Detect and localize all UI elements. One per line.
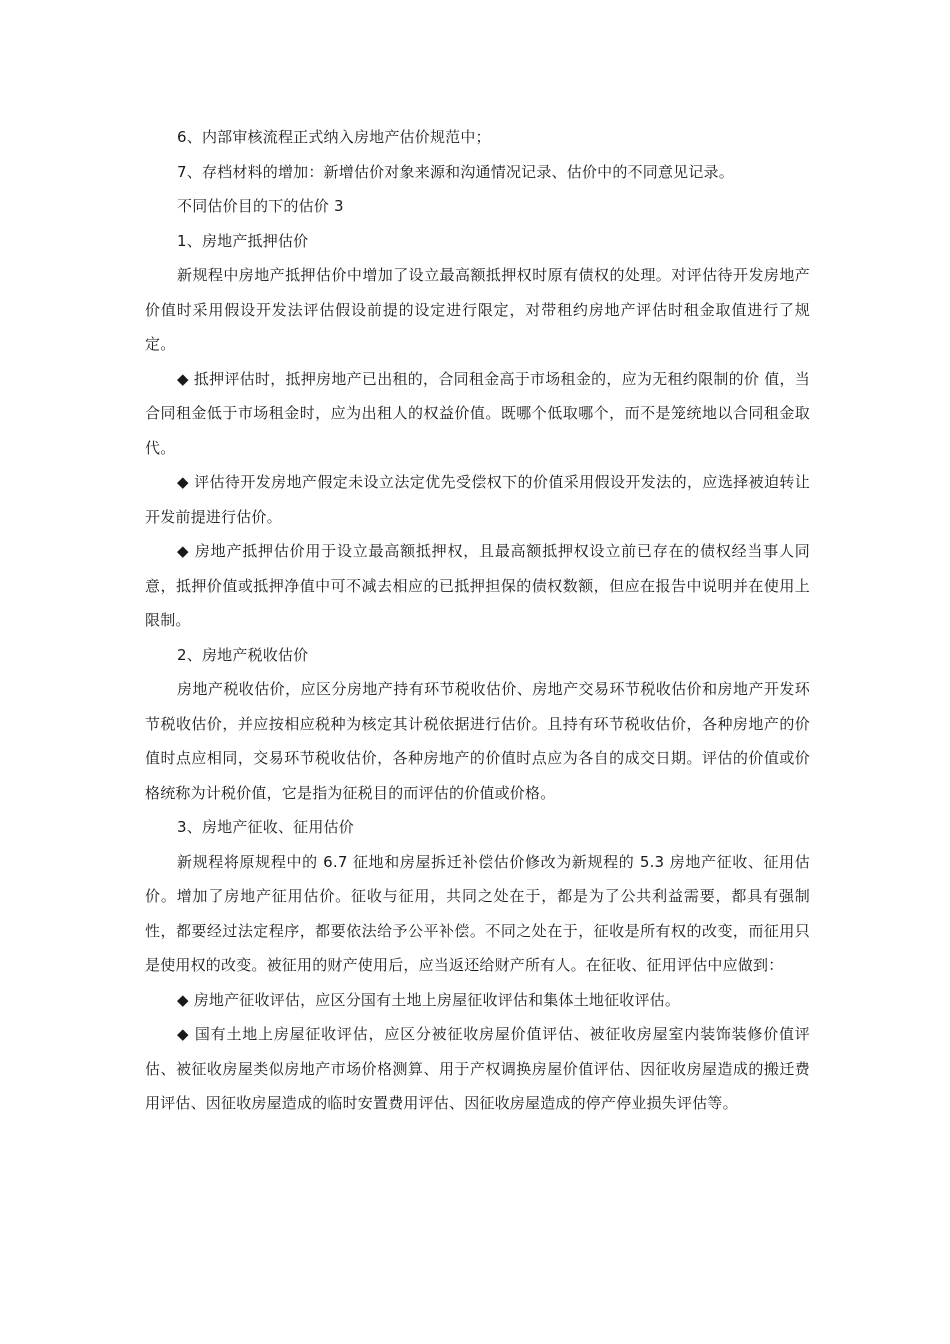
bullet-expropriation-types: ◆ 房地产征收评估，应区分国有土地上房屋征收评估和集体土地征收评估。 bbox=[177, 990, 681, 1009]
bullet-mortgage-development: ◆ 评估待开发房地产假定未设立法定优先受偿权下的价值采用假设开发法的，应选择被迫转让开发前提进行估价。 bbox=[145, 473, 810, 526]
paragraph-item-7: 7、存档材料的增加：新增估价对象来源和沟通情况记录、估价中的不同意见记录。 bbox=[177, 162, 734, 181]
document-body bbox=[145, 120, 810, 1121]
paragraph-expropriation-intro: 新规程将原规程中的 6.7 征地和房屋拆迁补偿估价修改为新规程的 5.3 房地产征收、征用估价。增加了房地产征用估价。征收与征用，共同之处在于，都是为了公共利益需要，都具有强制性，都要经过法定程序，都要依法给予公平补偿。不同之处在于，征收是所有权的改变，而征用只是使用权的改变。被征用的财产使用后，应当返还给财产所有人。在征收、征用评估中应做到： bbox=[145, 852, 810, 974]
bullet-mortgage-maximum-amount: ◆ 房地产抵押估价用于设立最高额抵押权，且最高额抵押权设立前已存在的债权经当事人同意，抵押价值或抵押净值中可不减去相应的已抵押担保的债权数额，但应在报告中说明并在使用上限制。 bbox=[145, 542, 810, 629]
paragraph-mortgage-intro: 新规程中房地产抵押估价中增加了设立最高额抵押权时原有债权的处理。对评估待开发房地产价值时采用假设开发法评估假设前提的设定进行限定，对带租约房地产评估时租金取值进行了规定。 bbox=[145, 266, 810, 353]
paragraph-item-6: 6、内部审核流程正式纳入房地产估价规范中； bbox=[177, 128, 491, 146]
bullet-state-land-expropriation: ◆ 国有土地上房屋征收评估，应区分被征收房屋价值评估、被征收房屋室内装饰装修价值评估、被征收房屋类似房地产市场价格测算、用于产权调换房屋价值评估、因征收房屋造成的搬迁费用评估、因征收房屋造成的临时安置费用评估、因征收房屋造成的停产停业损失评估等。 bbox=[145, 1025, 810, 1112]
section-heading-valuation-purposes: 不同估价目的下的估价 3 bbox=[177, 197, 344, 215]
subheading-mortgage-valuation: 1、房地产抵押估价 bbox=[177, 231, 309, 250]
subheading-tax-valuation: 2、房地产税收估价 bbox=[177, 645, 309, 664]
bullet-mortgage-lease: ◆ 抵押评估时，抵押房地产已出租的，合同租金高于市场租金的，应为无租约限制的价 值，当合同租金低于市场租金时，应为出租人的权益价值。既哪个低取哪个，而不是笼统地以合同租金取代。 bbox=[145, 369, 810, 457]
subheading-expropriation-valuation: 3、房地产征收、征用估价 bbox=[177, 818, 354, 836]
paragraph-tax-valuation: 房地产税收估价，应区分房地产持有环节税收估价、房地产交易环节税收估价和房地产开发环节税收估价，并应按相应税种为核定其计税依据进行估价。且持有环节税收估价，各种房地产的价值时点应相同，交易环节税收估价，各种房地产的价值时点应为各自的成交日期。评估的价值或价格统称为计税价值，它是指为征税目的而评估的价值或价格。 bbox=[145, 680, 810, 802]
